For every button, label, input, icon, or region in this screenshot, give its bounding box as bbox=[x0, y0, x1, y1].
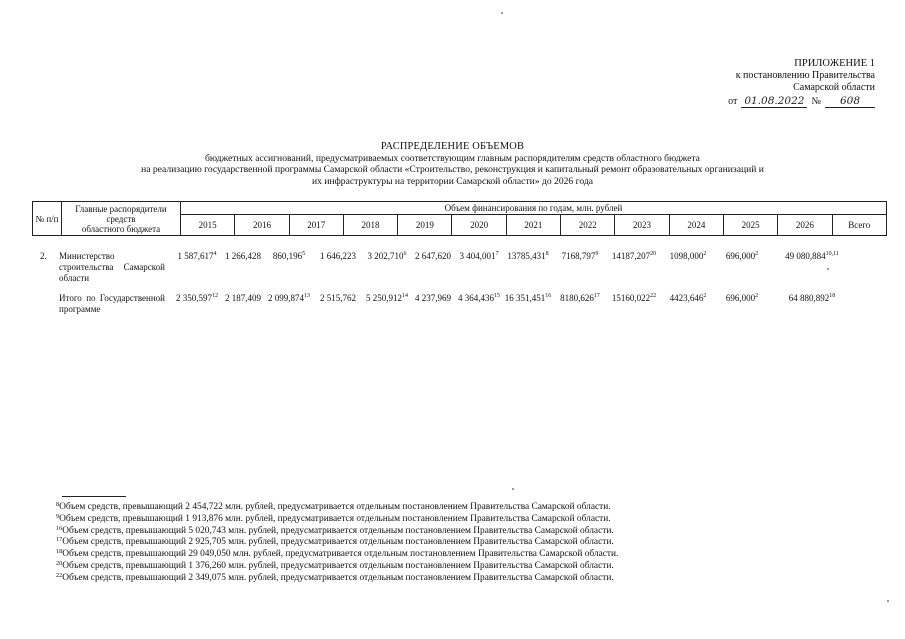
table-cell bbox=[505, 293, 552, 303]
year-header-6: 2021 bbox=[506, 215, 560, 236]
table-cell bbox=[612, 251, 656, 261]
footnote-mark: 16 bbox=[56, 524, 63, 532]
cell-footnote-mark: 7 bbox=[495, 251, 499, 257]
table-cell bbox=[273, 251, 305, 261]
from-label: от bbox=[728, 96, 738, 107]
footnote-item bbox=[56, 549, 618, 561]
heading-title: РАСПРЕДЕЛЕНИЕ ОБЪЕМОВ bbox=[380, 141, 525, 152]
cell-value: 13785,431 bbox=[507, 251, 546, 261]
scan-speck bbox=[512, 488, 514, 490]
column-header-distributors-line-1: Главные распорядители bbox=[75, 203, 167, 214]
footnote-text: Объем средств, превышающий 2 454,722 млн. рублей, предусматривается отдельным постановлением Правительства Самарской области. bbox=[59, 502, 611, 512]
cell-value: 4 364,436 bbox=[458, 293, 494, 303]
footnote-divider bbox=[62, 496, 126, 497]
footnote-item bbox=[56, 526, 618, 538]
table-cell bbox=[789, 293, 836, 303]
cell-value: 1 646,223 bbox=[320, 251, 356, 261]
row-number: 2. bbox=[40, 251, 47, 261]
table-cell bbox=[320, 293, 356, 303]
cell-footnote-mark: 12 bbox=[212, 293, 218, 299]
cell-footnote-mark: 10,11 bbox=[825, 251, 839, 257]
table-cell bbox=[176, 293, 218, 303]
cell-value: 4 237,969 bbox=[415, 293, 451, 303]
footnote-item bbox=[56, 561, 618, 573]
cell-footnote-mark: 18 bbox=[829, 293, 836, 299]
cell-footnote-mark: 2 bbox=[755, 251, 759, 257]
footnote-text: Объем средств, превышающий 2 925,705 млн. рублей, предусматривается отдельным постановлением Правительства Самарской области. bbox=[62, 537, 614, 548]
table-cell bbox=[460, 251, 499, 261]
footnote-item bbox=[56, 514, 618, 526]
cell-footnote-mark: 14 bbox=[402, 293, 408, 299]
cell-value: 2 515,762 bbox=[320, 293, 356, 303]
funding-table-header bbox=[32, 201, 887, 236]
footnote-mark: 20 bbox=[56, 559, 63, 567]
footnote-item bbox=[56, 537, 618, 549]
footnote-mark: 18 bbox=[56, 548, 63, 556]
table-cell bbox=[670, 251, 707, 261]
column-header-distributors-line-3: областного бюджета bbox=[81, 223, 161, 234]
footnote-item bbox=[56, 573, 618, 585]
appendix-line-1: к постановлению Правительства bbox=[735, 70, 875, 81]
cell-footnote-mark: 5 bbox=[302, 251, 306, 257]
year-header-11: 2026 bbox=[778, 215, 832, 236]
table-cell bbox=[225, 251, 261, 261]
year-header-12: Всего bbox=[832, 215, 886, 236]
cell-value: 3 404,001 bbox=[459, 251, 496, 261]
appendix-title: ПРИЛОЖЕНИЕ 1 bbox=[794, 58, 875, 69]
scan-speck bbox=[827, 268, 829, 270]
handwritten-number: 608 bbox=[825, 95, 875, 108]
table-cell bbox=[612, 293, 656, 303]
year-header-3: 2018 bbox=[343, 215, 397, 236]
footnote-text: Объем средств, превышающий 2 349,075 млн. рублей, предусматривается отдельным постановлением Правительства Самарской области. bbox=[62, 572, 614, 583]
footnote-mark: 8 bbox=[56, 501, 60, 508]
handwritten-date: 01.08.2022 bbox=[741, 95, 807, 108]
table-cell bbox=[726, 293, 758, 303]
heading-line-1: бюджетных ассигнований, предусматриваемых соответствующим главным распорядителям средств областного бюджета bbox=[205, 152, 700, 164]
heading-line-3: их инфраструктуры на территории Самарской области» до 2026 года bbox=[311, 175, 593, 187]
year-header-2: 2017 bbox=[289, 215, 343, 236]
footnote-text: Объем средств, превышающий 1 913,876 млн. рублей, предусматривается отдельным постановлением Правительства Самарской области. bbox=[59, 513, 611, 524]
cell-value: 14187,207 bbox=[611, 251, 651, 261]
table-cell bbox=[458, 293, 500, 303]
year-header-9: 2024 bbox=[669, 215, 723, 236]
cell-value: 1 266,428 bbox=[225, 251, 261, 261]
year-header-8: 2023 bbox=[615, 215, 669, 236]
column-header-distributors-line-2: средств bbox=[106, 213, 136, 224]
table-row bbox=[32, 247, 887, 289]
table-cell bbox=[415, 251, 451, 261]
heading-line-2: на реализацию государственной программы Самарской области «Строительство, реконструкция и капитальный ремонт образовательных организаций и bbox=[141, 164, 764, 176]
cell-value: 7168,797 bbox=[561, 251, 596, 261]
cell-footnote-mark: 6 bbox=[403, 251, 407, 257]
table-cell bbox=[320, 251, 356, 261]
table-cell bbox=[225, 293, 261, 303]
cell-footnote-mark: 2 bbox=[703, 251, 707, 257]
table-row bbox=[32, 289, 887, 331]
appendix-block bbox=[655, 58, 875, 108]
table-cell bbox=[785, 251, 839, 261]
year-header-7: 2022 bbox=[561, 215, 615, 236]
cell-footnote-mark: 16 bbox=[545, 293, 552, 299]
cell-value: 860,196 bbox=[272, 251, 303, 261]
footnotes bbox=[56, 502, 618, 585]
cell-value: 2 647,620 bbox=[415, 251, 451, 261]
column-header-distributors bbox=[62, 202, 181, 236]
year-header-5: 2020 bbox=[452, 215, 506, 236]
column-header-number: № п/п bbox=[33, 202, 62, 236]
cell-value: 2 187,409 bbox=[225, 293, 261, 303]
footnote-item bbox=[56, 502, 618, 514]
cell-value: 1 587,617 bbox=[177, 251, 214, 261]
footnote-text: Объем средств, превышающий 5 020,743 млн. рублей, предусматривается отдельным постановлением Правительства Самарской области. bbox=[62, 525, 614, 536]
cell-value: 1098,000 bbox=[669, 251, 704, 261]
table-cell bbox=[368, 251, 407, 261]
table-cell bbox=[415, 293, 451, 303]
footnote-mark: 22 bbox=[56, 571, 63, 579]
cell-footnote-mark: 22 bbox=[650, 293, 657, 299]
table-cell bbox=[670, 293, 707, 303]
cell-value: 64 880,892 bbox=[788, 293, 830, 303]
table-cell bbox=[178, 251, 217, 261]
table-cell bbox=[726, 251, 758, 261]
table-cell bbox=[507, 251, 548, 261]
cell-value: 3 202,710 bbox=[367, 251, 404, 261]
table-cell bbox=[268, 293, 310, 303]
cell-value: 2 099,874 bbox=[268, 293, 304, 303]
cell-value: 49 080,884 bbox=[785, 251, 826, 261]
cell-footnote-mark: 8 bbox=[545, 251, 549, 257]
cell-value: 15160,022 bbox=[611, 293, 651, 303]
appendix-line-2: Самарской области bbox=[793, 82, 875, 93]
cell-footnote-mark: 17 bbox=[593, 293, 600, 299]
footnote-mark: 9 bbox=[56, 512, 60, 520]
appendix-signature-line bbox=[655, 95, 875, 108]
cell-value: 8180,626 bbox=[560, 293, 594, 303]
document-heading bbox=[0, 141, 905, 187]
year-header-10: 2025 bbox=[723, 215, 777, 236]
number-label: № bbox=[811, 96, 821, 107]
cell-footnote-mark: 15 bbox=[494, 293, 500, 299]
cell-value: 5 250,912 bbox=[366, 293, 402, 303]
table-cell bbox=[560, 293, 600, 303]
cell-footnote-mark: 9 bbox=[595, 251, 599, 257]
row-distributor-name: Итого по Государственной программе bbox=[59, 293, 165, 314]
cell-value: 696,000 bbox=[725, 251, 756, 261]
footnote-text: Объем средств, превышающий 1 376,260 млн. рублей, предусматривается отдельным постановлением Правительства Самарской области. bbox=[62, 560, 614, 571]
cell-footnote-mark: 20 bbox=[650, 251, 657, 257]
year-header-0: 2015 bbox=[181, 215, 235, 236]
footnote-mark: 17 bbox=[56, 536, 63, 544]
cell-footnote-mark: 2 bbox=[755, 293, 759, 299]
table-cell bbox=[366, 293, 408, 303]
year-header-1: 2016 bbox=[235, 215, 289, 236]
year-header-4: 2019 bbox=[398, 215, 452, 236]
cell-value: 4423,646 bbox=[669, 293, 704, 303]
footnote-text: Объем средств, превышающий 29 049,050 млн. рублей, предусматривается отдельным постановлением Правительства Самарской области. bbox=[62, 549, 619, 560]
cell-value: 696,000 bbox=[725, 293, 756, 303]
funding-table-body bbox=[32, 247, 887, 331]
cell-footnote-mark: 13 bbox=[304, 293, 310, 299]
cell-value: 2 350,597 bbox=[176, 293, 212, 303]
table-cell bbox=[562, 251, 599, 261]
row-distributor-name: Министерство строительства Самарской области bbox=[59, 251, 165, 283]
column-header-funding-by-year: Объем финансирования по годам, млн. рублей bbox=[181, 202, 887, 215]
cell-footnote-mark: 4 bbox=[213, 251, 217, 257]
cell-footnote-mark: 2 bbox=[703, 293, 707, 299]
cell-value: 16 351,451 bbox=[504, 293, 546, 303]
scan-speck bbox=[501, 12, 503, 14]
scan-speck bbox=[887, 600, 889, 602]
